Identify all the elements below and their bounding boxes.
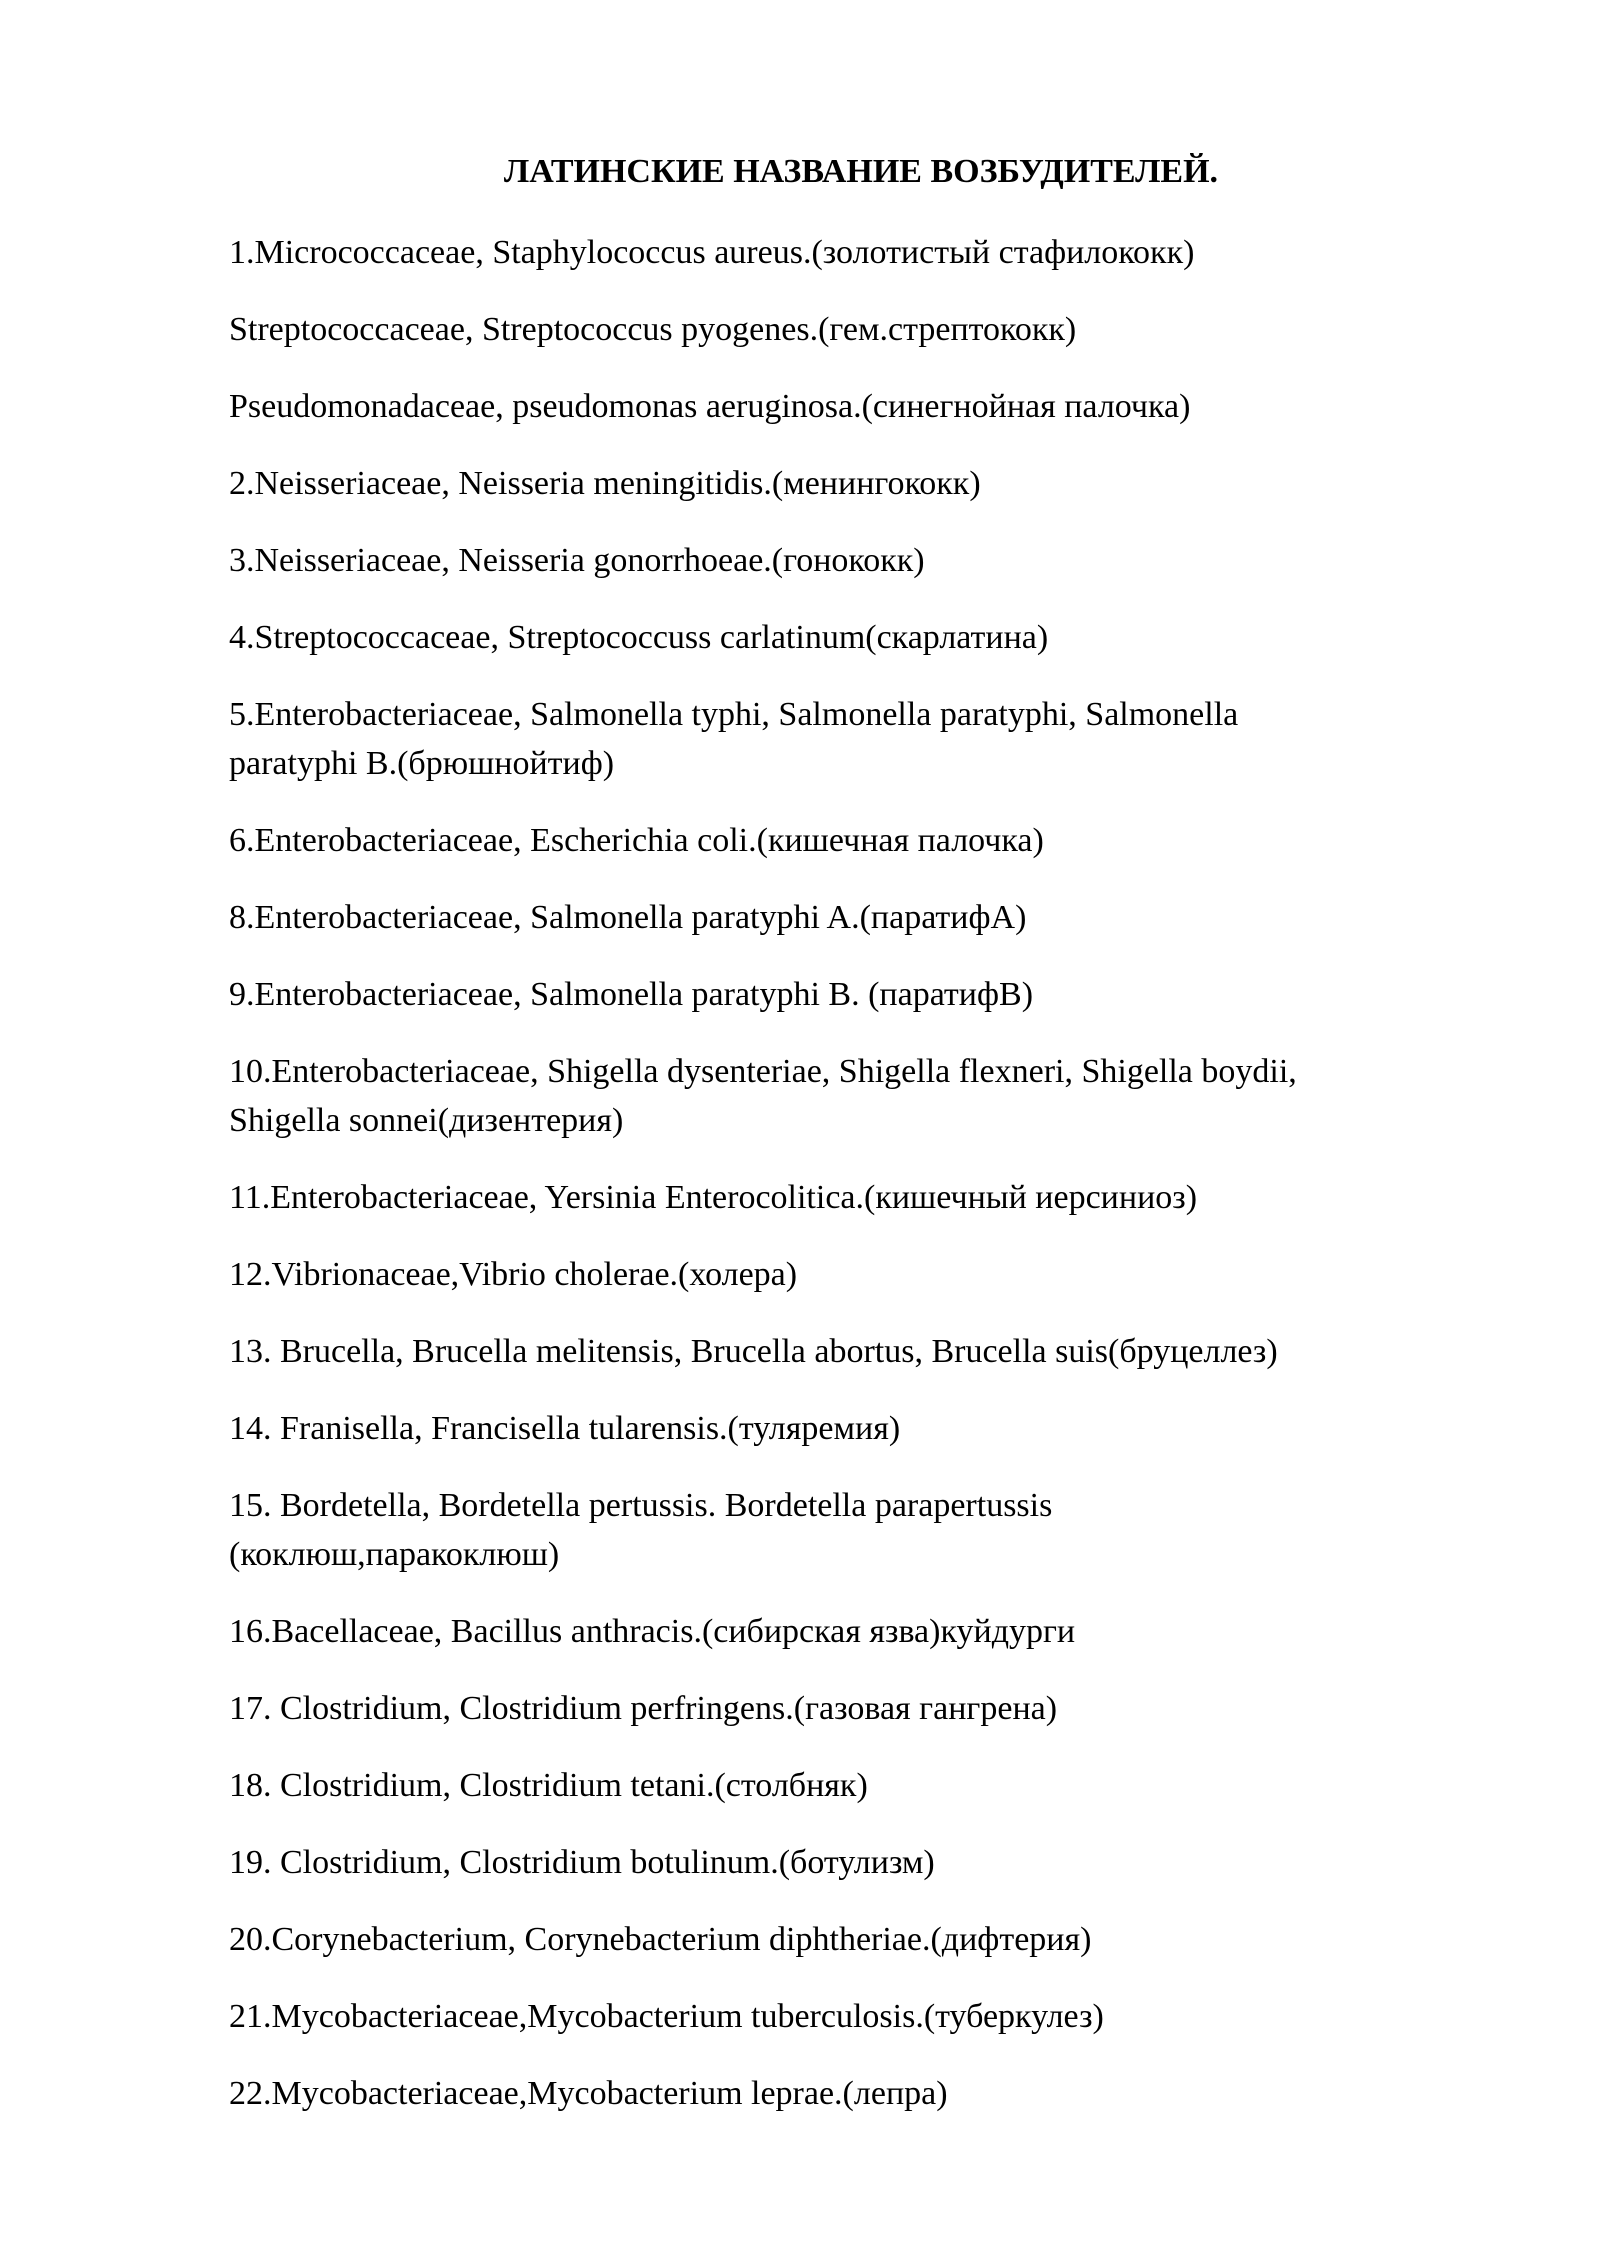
document-title-text: ЛАТИНСКИЕ НАЗВАНИЕ ВОЗБУДИТЕЛЕЙ. <box>503 153 1219 190</box>
list-item-line: (коклюш,паракоклюш) <box>229 1536 560 1573</box>
list-item <box>229 1761 1429 1810</box>
list-item-line: 20.Corynebacterium, Corynebacterium diphtheriae.(дифтерия) <box>229 1921 1092 1958</box>
list-item <box>229 1327 1429 1376</box>
list-item <box>229 1173 1429 1222</box>
list-item-line: Shigella sonnei(дизентерия) <box>229 1102 624 1139</box>
list-item <box>229 305 1429 354</box>
list-item <box>229 536 1429 585</box>
list-item-line: 21.Mycobacteriaceae,Mycobacterium tuberculosis.(туберкулез) <box>229 1998 1104 2035</box>
pathogen-list <box>229 228 1429 2146</box>
list-item <box>229 228 1429 277</box>
list-item-line: 18. Clostridium, Clostridium tetani.(столбняк) <box>229 1767 868 1804</box>
list-item <box>229 459 1429 508</box>
list-item <box>229 1250 1429 1299</box>
list-item <box>229 382 1429 431</box>
list-item-line: 9.Enterobacteriaceae, Salmonella paratyphi B. (паратифB) <box>229 976 1034 1013</box>
list-item-line: 5.Enterobacteriaceae, Salmonella typhi, Salmonella paratyphi, Salmonella <box>229 696 1239 733</box>
list-item <box>229 1047 1429 1145</box>
list-item-line: 6.Enterobacteriaceae, Escherichia coli.(кишечная палочка) <box>229 822 1044 859</box>
list-item <box>229 893 1429 942</box>
list-item-line: 10.Enterobacteriaceae, Shigella dysenteriae, Shigella flexneri, Shigella boydii, <box>229 1053 1297 1090</box>
list-item <box>229 816 1429 865</box>
list-item <box>229 2069 1429 2118</box>
list-item-line: 22.Mycobacteriaceae,Mycobacterium leprae.(лепра) <box>229 2075 948 2112</box>
list-item-line: 1.Micrococcaceae, Staphylococcus aureus.(золотистый стафилококк) <box>229 234 1195 271</box>
list-item-line: 11.Enterobacteriaceae, Yersinia Enterocolitica.(кишечный иерсиниоз) <box>229 1179 1198 1216</box>
list-item <box>229 1481 1429 1579</box>
list-item-line: 4.Streptococcaceae, Streptococcuss carlatinum(скарлатина) <box>229 619 1049 656</box>
list-item <box>229 1607 1429 1656</box>
list-item <box>229 1404 1429 1453</box>
list-item <box>229 970 1429 1019</box>
list-item-line: 12.Vibrionaceae,Vibrio cholerae.(холера) <box>229 1256 798 1293</box>
list-item <box>229 1992 1429 2041</box>
list-item-line: 13. Brucella, Brucella melitensis, Brucella abortus, Brucella suis(бруцеллез) <box>229 1333 1278 1370</box>
list-item <box>229 1915 1429 1964</box>
list-item-line: 2.Neisseriaceae, Neisseria meningitidis.(менингококк) <box>229 465 981 502</box>
list-item <box>229 1684 1429 1733</box>
list-item-line: 8.Enterobacteriaceae, Salmonella paratyphi A.(паратифA) <box>229 899 1027 936</box>
list-item-line: 19. Clostridium, Clostridium botulinum.(ботулизм) <box>229 1844 935 1881</box>
list-item-line: 3.Neisseriaceae, Neisseria gonorrhoeae.(гонококк) <box>229 542 925 579</box>
list-item-line: Pseudomonadaceae, pseudomonas aeruginosa.(синегнойная палочка) <box>229 388 1191 425</box>
list-item-line: paratyphi B.(брюшнойтиф) <box>229 745 615 782</box>
document-title <box>0 152 1600 192</box>
list-item <box>229 613 1429 662</box>
list-item-line: 14. Franisella, Francisella tularensis.(туляремия) <box>229 1410 901 1447</box>
list-item-line: 17. Clostridium, Clostridium perfringens.(газовая гангрена) <box>229 1690 1058 1727</box>
list-item-line: 16.Bacellaceae, Bacillus anthracis.(сибирская язва)куйдурги <box>229 1613 1076 1650</box>
list-item <box>229 690 1429 788</box>
list-item-line: 15. Bordetella, Bordetella pertussis. Bordetella parapertussis <box>229 1487 1053 1524</box>
list-item <box>229 1838 1429 1887</box>
list-item-line: Streptococcaceae, Streptococcus pyogenes.(гем.стрептококк) <box>229 311 1077 348</box>
